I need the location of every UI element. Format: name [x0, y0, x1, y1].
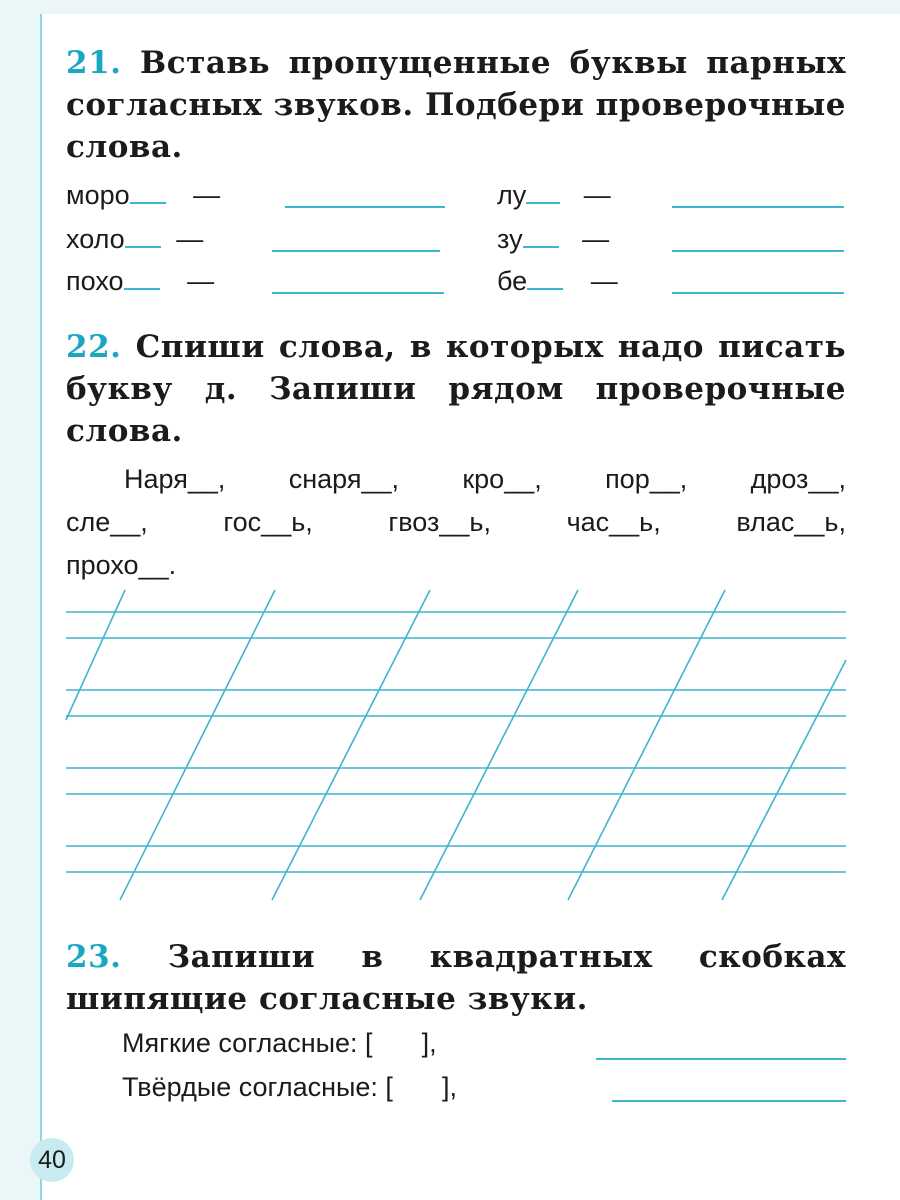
word: час__ь, [566, 507, 661, 537]
task-21-row [497, 222, 609, 255]
letter-blank[interactable] [526, 178, 560, 204]
task-22-instruction [66, 326, 846, 452]
task-23-number: 23. [66, 939, 122, 975]
word-stem: зу [497, 224, 523, 254]
bracket-close: ], [441, 1072, 457, 1102]
dash: — [193, 180, 221, 210]
task-23-text: Запиши в квадратных скобках шипящие согласные звуки. [66, 939, 846, 1017]
dash: — [590, 266, 618, 296]
word: кро__, [462, 464, 542, 494]
answer-line[interactable] [272, 250, 440, 252]
task-21-row [497, 178, 611, 211]
word-line [66, 544, 846, 587]
word-line [66, 458, 846, 501]
word: снаря__, [288, 464, 400, 494]
letter-blank[interactable] [124, 264, 160, 290]
letter-blank[interactable] [125, 222, 161, 248]
answer-line[interactable] [672, 250, 844, 252]
word: дроз__, [750, 464, 846, 494]
task-22-text: Спиши слова, в которых надо писать букву д. Запиши рядом проверочные слова. [66, 329, 846, 449]
word-stem: лу [497, 180, 527, 210]
dash: — [583, 180, 611, 210]
word: сле__, [66, 507, 148, 537]
answer-line[interactable] [272, 292, 444, 294]
word: влас__ь, [736, 507, 846, 537]
page-number: 40 [30, 1138, 74, 1182]
answer-line[interactable] [285, 206, 445, 208]
word: Наря__, [124, 464, 226, 494]
word-stem: холо [66, 224, 125, 254]
task-22-number: 22. [66, 329, 122, 365]
dash: — [582, 224, 610, 254]
hard-consonants-row [122, 1072, 457, 1103]
task-22-word-list [66, 458, 846, 587]
letter-blank[interactable] [527, 264, 563, 290]
task-21-text: Вставь пропущенные буквы парных согласных звуков. Подбери проверочные слова. [66, 45, 846, 165]
task-23-instruction [66, 936, 846, 1020]
answer-line[interactable] [672, 292, 844, 294]
letter-blank[interactable] [523, 222, 559, 248]
word-stem: похо [66, 266, 124, 296]
answer-line[interactable] [672, 206, 844, 208]
word: гос__ь, [223, 507, 313, 537]
task-21-row [66, 178, 220, 211]
dash: — [187, 266, 215, 296]
hard-consonants-label: Твёрдые согласные: [ [122, 1072, 393, 1102]
task-21-row [66, 264, 214, 297]
word: пор__, [605, 464, 688, 494]
soft-consonants-row [122, 1028, 437, 1059]
task-21-row [497, 264, 618, 297]
task-21-row [66, 222, 203, 255]
task-21-instruction [66, 42, 846, 168]
word-stem: моро [66, 180, 130, 210]
dash: — [176, 224, 204, 254]
soft-consonants-answer-line[interactable] [596, 1058, 846, 1060]
word-stem: бе [497, 266, 528, 296]
word-line [66, 501, 846, 544]
word: гвоз__ь, [388, 507, 491, 537]
task-21-number: 21. [66, 45, 122, 81]
letter-blank[interactable] [130, 178, 166, 204]
bracket-close: ], [421, 1028, 437, 1058]
word: прохо__. [66, 550, 177, 580]
hard-consonants-answer-line[interactable] [612, 1100, 846, 1102]
soft-consonants-label: Мягкие согласные: [ [122, 1028, 373, 1058]
